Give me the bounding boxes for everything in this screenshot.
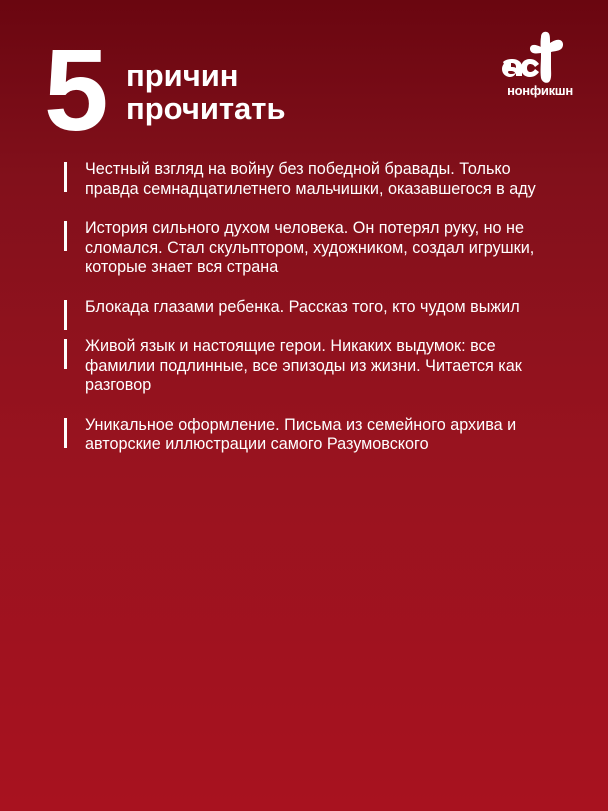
reason-text: История сильного духом человека. Он потерял руку, но не сломался. Стал скульптором, художником, создал игрушки, которые знает вся страна (85, 219, 535, 276)
reason-bar (64, 221, 67, 251)
reason-item (64, 219, 554, 278)
title-line-1: причин (126, 58, 239, 93)
reason-text: Блокада глазами ребенка. Рассказ того, кто чудом выжил (85, 297, 520, 316)
logo-letters (497, 27, 581, 85)
reason-text: Честный взгляд на войну без победной бравады. Только правда семнадцатилетнего мальчишки, оказавшегося в аду (85, 160, 536, 198)
big-number: 5 (44, 25, 107, 155)
reason-item (64, 298, 554, 318)
reason-text: Уникальное оформление. Письма из семейного архива и авторские иллюстрации самого Разумовского (85, 415, 517, 453)
publisher-logo (497, 27, 581, 107)
header (44, 25, 464, 155)
logo-subtitle: нонфикшн (507, 83, 573, 98)
reason-bar (64, 162, 67, 192)
reason-item (64, 160, 554, 199)
reason-bar (64, 300, 67, 330)
reasons-list (64, 160, 554, 475)
title-line-2: прочитать (126, 91, 286, 126)
reason-item (64, 337, 554, 396)
reason-bar (64, 418, 67, 448)
reason-bar (64, 339, 67, 369)
reason-text: Живой язык и настоящие герои. Никаких выдумок: все фамилии подлинные, все эпизоды из жизни. Читается как разговор (85, 337, 522, 394)
reason-item (64, 416, 554, 455)
